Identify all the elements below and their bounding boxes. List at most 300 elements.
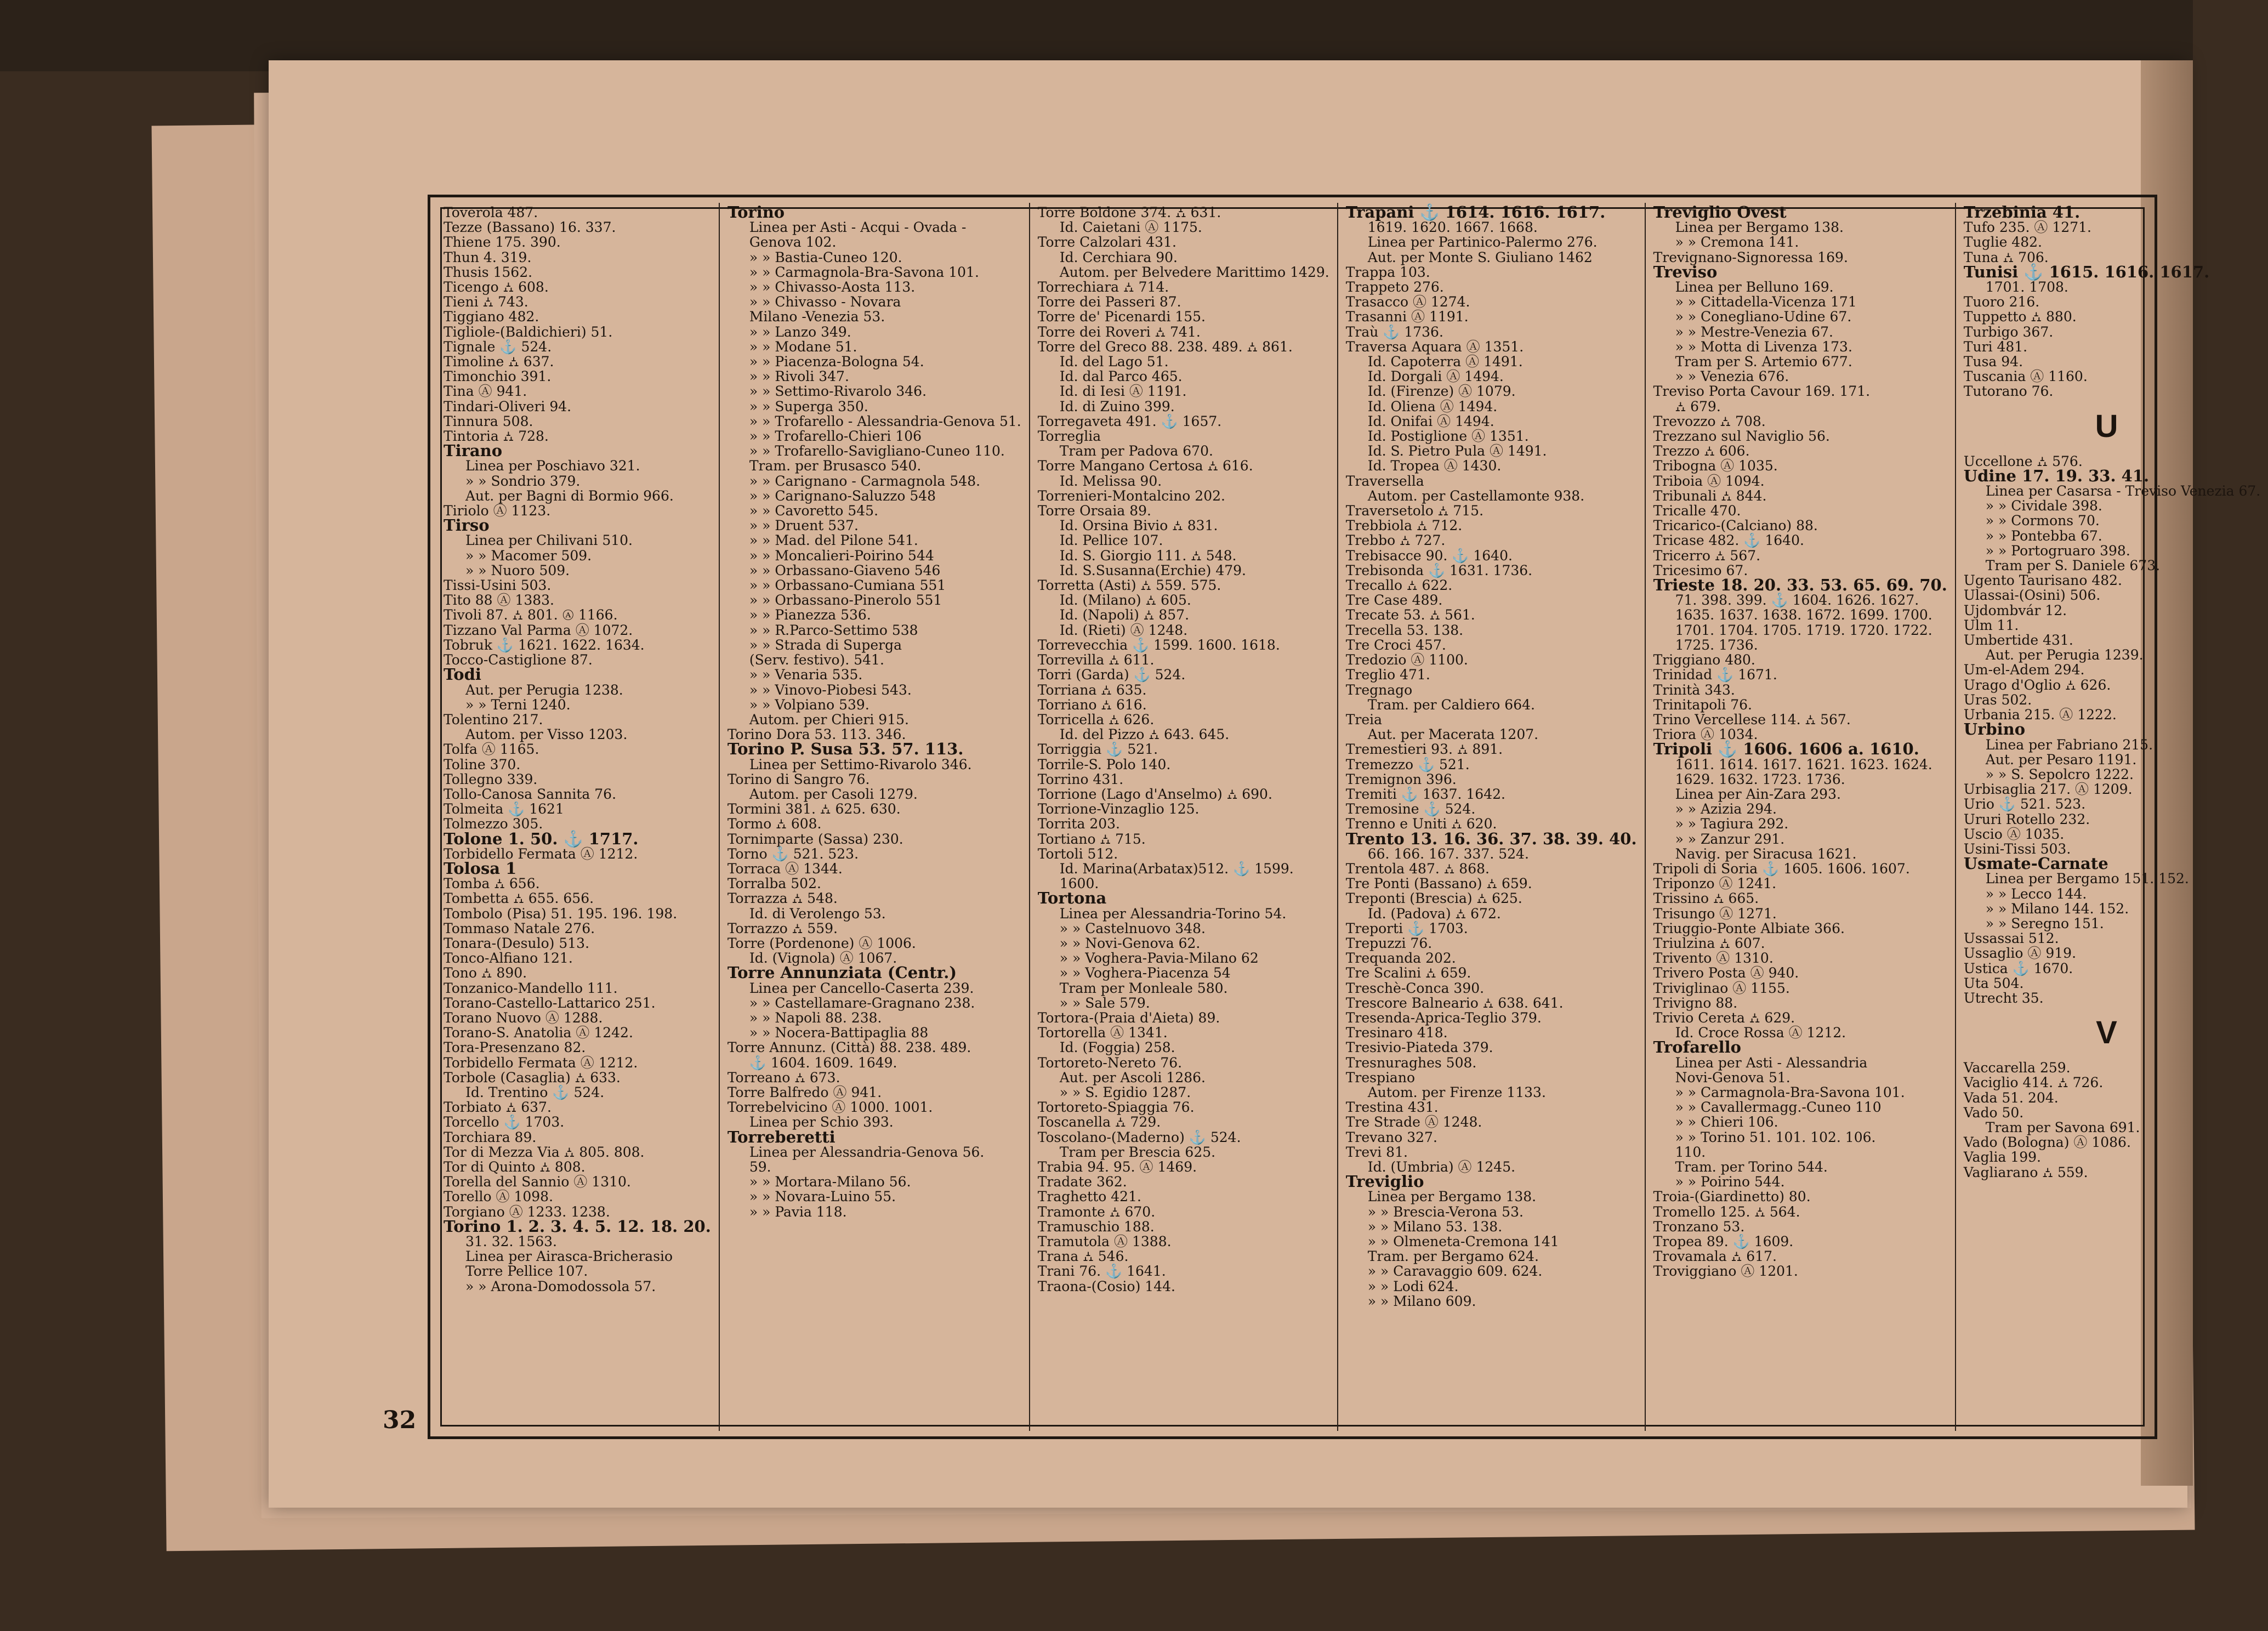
index-subentry: » » Orbassano-Cumiana 551 bbox=[749, 577, 946, 594]
index-entry: Timonchio 391. bbox=[444, 368, 552, 385]
index-subentry: Genova 102. bbox=[749, 234, 837, 251]
index-subentry: » » Azizia 294. bbox=[1675, 801, 1777, 817]
index-entry: Ticengo ⛼ 608. bbox=[444, 279, 549, 295]
index-heading: Trapani ⚓ 1614. 1616. 1617. bbox=[1345, 203, 1606, 221]
index-entry: Treschè-Conca 390. bbox=[1345, 980, 1485, 996]
index-entry: Tono ⛼ 890. bbox=[444, 965, 527, 981]
index-subentry: Linea per Cancello-Caserta 239. bbox=[749, 980, 974, 996]
index-subentry: Linea per Alessandria-Genova 56. bbox=[749, 1144, 985, 1160]
index-subentry: » » Cavoretto 545. bbox=[749, 503, 879, 519]
index-entry: Tricarico-(Calciano) 88. bbox=[1653, 518, 1818, 534]
index-entry: Tinnura 508. bbox=[444, 413, 533, 429]
index-entry: Torre (Pordenone) Ⓐ 1006. bbox=[727, 935, 916, 951]
index-subentry: Linea per Asti - Acqui - Ovada - bbox=[749, 219, 967, 236]
index-subentry: » » Superga 350. bbox=[749, 398, 868, 414]
index-entry: Trebbo ⛼ 727. bbox=[1345, 532, 1446, 549]
index-subentry: Tram per S. Artemio 677. bbox=[1675, 354, 1852, 370]
index-subentry: Id. Melissa 90. bbox=[1059, 473, 1162, 489]
index-entry: Tortoli 512. bbox=[1037, 845, 1118, 862]
index-subentry: » » Pianezza 536. bbox=[749, 607, 871, 623]
index-entry: Trinità 343. bbox=[1653, 681, 1735, 698]
index-subentry: Id. S. Pietro Pula Ⓐ 1491. bbox=[1367, 443, 1547, 459]
index-subentry: » » Cremona 141. bbox=[1675, 234, 1799, 251]
index-subentry: Linea per Settimo-Rivarolo 346. bbox=[749, 756, 972, 772]
index-subentry: Id. dal Parco 465. bbox=[1059, 368, 1183, 385]
index-subentry: Id. (Umbria) Ⓐ 1245. bbox=[1367, 1159, 1516, 1175]
index-heading: Torre Annunziata (Centr.) bbox=[727, 963, 957, 982]
index-subentry: 1600. bbox=[1059, 876, 1099, 892]
index-entry: Tortora-(Praia d'Aieta) 89. bbox=[1037, 1009, 1220, 1026]
index-entry: Torano-Castello-Lattarico 251. bbox=[444, 994, 656, 1011]
index-subentry: » » Piacenza-Bologna 54. bbox=[749, 354, 924, 370]
index-entry: Tollegno 339. bbox=[444, 771, 538, 787]
index-subentry: 1629. 1632. 1723. 1736. bbox=[1675, 771, 1845, 787]
index-entry: Tindari-Oliveri 94. bbox=[444, 398, 572, 414]
index-entry: Tortorella Ⓐ 1341. bbox=[1037, 1025, 1168, 1041]
index-entry: Tre Case 489. bbox=[1345, 592, 1443, 609]
index-heading: Torino bbox=[727, 203, 785, 221]
index-entry: Trescore Balneario ⛼ 638. 641. bbox=[1345, 994, 1564, 1011]
index-subentry: Id. Cerchiara 90. bbox=[1059, 249, 1178, 265]
index-frame bbox=[428, 195, 2261, 1439]
index-subentry: Tram per Savona 691. bbox=[1985, 1119, 2140, 1135]
index-entry: Tresivio-Piateda 379. bbox=[1345, 1039, 1493, 1056]
index-entry: Tre Croci 457. bbox=[1345, 637, 1446, 653]
index-subentry: » » Novi-Genova 62. bbox=[1059, 935, 1201, 951]
index-subentry: Id. (Padova) ⛼ 672. bbox=[1367, 905, 1501, 922]
index-entry: Tresinaro 418. bbox=[1345, 1025, 1448, 1041]
index-entry: Torre Mangano Certosa ⛼ 616. bbox=[1037, 458, 1253, 474]
index-entry: Torrita 203. bbox=[1037, 816, 1120, 832]
index-entry: Trezzo ⛼ 606. bbox=[1653, 443, 1750, 459]
index-subentry: » » Chivasso-Aosta 113. bbox=[749, 279, 916, 295]
index-subentry: » » Macomer 509. bbox=[465, 547, 592, 564]
index-subentry: Id. del Pizzo ⛼ 643. 645. bbox=[1059, 726, 1230, 743]
index-subentry: » » Venaria 535. bbox=[749, 667, 863, 683]
index-entry: Trivento Ⓐ 1310. bbox=[1653, 950, 1774, 967]
index-subentry: » » Voghera-Pavia-Milano 62 bbox=[1059, 950, 1259, 967]
index-entry: Ujdombvár 12. bbox=[1963, 602, 2067, 618]
index-subentry: » » Mestre-Venezia 67. bbox=[1675, 323, 1833, 340]
index-subentry: » » Druent 537. bbox=[749, 518, 859, 534]
index-entry: Ururi Rotello 232. bbox=[1963, 811, 2090, 827]
index-heading: Torino 1. 2. 3. 4. 5. 12. 18. 20. bbox=[444, 1217, 711, 1236]
index-entry: Thun 4. 319. bbox=[444, 249, 532, 265]
index-entry: Ulm 11. bbox=[1963, 617, 2019, 633]
index-entry: Torre de' Picenardi 155. bbox=[1037, 309, 1206, 325]
index-subentry: » » Arona-Domodossola 57. bbox=[465, 1278, 656, 1294]
index-subentry: » » Cittadella-Vicenza 171 bbox=[1675, 294, 1857, 310]
index-entry: Vado (Bologna) Ⓐ 1086. bbox=[1963, 1134, 2131, 1151]
index-subentry: Aut. per Pesaro 1191. bbox=[1985, 751, 2137, 768]
index-entry: Torricella ⛼ 626. bbox=[1037, 711, 1155, 728]
index-entry: Tresenda-Aprica-Teglio 379. bbox=[1345, 1009, 1542, 1026]
index-entry: Uscio Ⓐ 1035. bbox=[1963, 826, 2065, 842]
index-entry: Torella del Sannio Ⓐ 1310. bbox=[444, 1174, 631, 1190]
index-entry: Trani 76. ⚓ 1641. bbox=[1037, 1263, 1166, 1280]
index-entry: Tolmezzo 305. bbox=[444, 816, 543, 832]
index-entry: Tuppetto ⛼ 880. bbox=[1963, 309, 2077, 325]
index-heading: Torino P. Susa 53. 57. 113. bbox=[727, 740, 964, 759]
index-entry: Tremignon 396. bbox=[1345, 771, 1457, 787]
index-entry: Torre del Greco 88. 238. 489. ⛼ 861. bbox=[1037, 338, 1293, 355]
index-subentry: Tram per Monleale 580. bbox=[1059, 980, 1228, 996]
index-entry: Toscanella ⛼ 729. bbox=[1037, 1114, 1161, 1130]
index-entry: Trevi 81. bbox=[1345, 1144, 1408, 1160]
index-heading: Tirano bbox=[444, 441, 503, 461]
index-entry: Trebisacce 90. ⚓ 1640. bbox=[1345, 547, 1513, 564]
index-subentry: » » Venezia 676. bbox=[1675, 368, 1789, 385]
index-entry: Tignale ⚓ 524. bbox=[444, 338, 552, 355]
index-entry: Tresnuraghes 508. bbox=[1345, 1054, 1477, 1071]
index-entry: Tigliole-(Baldichieri) 51. bbox=[444, 323, 613, 340]
index-entry: Tortiano ⛼ 715. bbox=[1037, 831, 1146, 847]
index-subentry: 110. bbox=[1675, 1144, 1706, 1160]
index-entry: Trentola 487. ⛼ 868. bbox=[1345, 860, 1490, 877]
index-subentry: ⛼ 679. bbox=[1675, 398, 1721, 414]
index-subentry: » » S. Egidio 1287. bbox=[1059, 1084, 1191, 1100]
index-subentry: 1611. 1614. 1617. 1621. 1623. 1624. bbox=[1675, 756, 1932, 772]
index-subentry: » » Tagiura 292. bbox=[1675, 816, 1789, 832]
index-entry: Trequanda 202. bbox=[1345, 950, 1456, 967]
index-entry: Tre Strade Ⓐ 1248. bbox=[1345, 1114, 1482, 1130]
index-entry: Tiriolo Ⓐ 1123. bbox=[444, 503, 551, 519]
index-subentry: » » Cavallermagg.-Cuneo 110 bbox=[1675, 1099, 1882, 1116]
index-entry: Torretta (Asti) ⛼ 559. 575. bbox=[1037, 577, 1221, 594]
index-subentry: » » Rivoli 347. bbox=[749, 368, 849, 385]
index-entry: Torriana ⛼ 635. bbox=[1037, 681, 1147, 698]
index-entry: Ustica ⚓ 1670. bbox=[1963, 960, 2073, 976]
index-entry: Tizzano Val Parma Ⓐ 1072. bbox=[444, 622, 633, 638]
index-entry: Tutorano 76. bbox=[1963, 383, 2054, 400]
index-entry: Torcello ⚓ 1703. bbox=[444, 1114, 565, 1130]
index-entry: Vagliarano ⛼ 559. bbox=[1963, 1164, 2088, 1180]
index-subentry: 66. 166. 167. 337. 524. bbox=[1367, 845, 1529, 862]
index-subentry: » » Napoli 88. 238. bbox=[749, 1009, 882, 1026]
index-entry: Vaciglio 414. ⛼ 726. bbox=[1963, 1075, 2104, 1091]
index-entry: Trasanni Ⓐ 1191. bbox=[1345, 309, 1469, 325]
index-heading: Treviso bbox=[1653, 262, 1718, 281]
index-subentry: » » R.Parco-Settimo 538 bbox=[749, 622, 918, 638]
index-subentry: » » Voghera-Piacenza 54 bbox=[1059, 965, 1231, 981]
index-subentry: Linea per Asti - Alessandria bbox=[1675, 1054, 1868, 1071]
index-entry: Trinitapoli 76. bbox=[1653, 696, 1752, 713]
index-entry: Tricase 482. ⚓ 1640. bbox=[1653, 532, 1804, 549]
index-subentry: Linea per Fabriano 215. bbox=[1985, 736, 2153, 753]
index-entry: Torino Dora 53. 113. 346. bbox=[727, 726, 906, 743]
index-entry: Tombetta ⛼ 655. 656. bbox=[444, 890, 594, 907]
index-entry: Usini-Tissi 503. bbox=[1963, 840, 2071, 857]
index-entry: Torri (Garda) ⚓ 524. bbox=[1037, 667, 1186, 683]
index-subentry: » » Milano 609. bbox=[1367, 1293, 1476, 1309]
index-entry: Urbania 215. Ⓐ 1222. bbox=[1963, 707, 2117, 723]
index-subentry: Linea per Belluno 169. bbox=[1675, 279, 1834, 295]
index-entry: Torrione (Lago d'Anselmo) ⛼ 690. bbox=[1037, 786, 1272, 802]
index-entry: Trenno e Uniti ⛼ 620. bbox=[1345, 816, 1497, 832]
index-entry: Triponzo Ⓐ 1241. bbox=[1653, 876, 1777, 892]
index-entry: Torre dei Passeri 87. bbox=[1037, 294, 1181, 310]
index-column-3 bbox=[1030, 203, 1338, 1431]
index-subentry: 1725. 1736. bbox=[1675, 637, 1758, 653]
index-entry: Trepuzzi 76. bbox=[1345, 935, 1433, 951]
index-subentry: Aut. per Perugia 1238. bbox=[465, 681, 623, 698]
index-subentry: Linea per Alessandria-Torino 54. bbox=[1059, 905, 1287, 922]
index-subentry: » » Lecco 144. bbox=[1985, 885, 2087, 902]
index-subentry: Id. S.Susanna(Erchie) 479. bbox=[1059, 562, 1246, 578]
index-subentry: Milano -Venezia 53. bbox=[749, 309, 885, 325]
index-subentry: » » Moncalieri-Poirino 544 bbox=[749, 547, 934, 564]
index-entry: Utrecht 35. bbox=[1963, 990, 2044, 1006]
index-subentry: » » Trofarello - Alessandria-Genova 51. bbox=[749, 413, 1021, 429]
index-entry: Urago d'Oglio ⛼ 626. bbox=[1963, 677, 2111, 693]
index-subentry: Id. (Firenze) Ⓐ 1079. bbox=[1367, 383, 1516, 400]
index-subentry: » » Trofarello-Savigliano-Cuneo 110. bbox=[749, 443, 1005, 459]
index-subentry: » » Vinovo-Piobesi 543. bbox=[749, 681, 912, 698]
index-entry: Tombolo (Pisa) 51. 195. 196. 198. bbox=[444, 905, 678, 922]
index-heading: Usmate-Carnate bbox=[1963, 854, 2108, 873]
index-subentry: » » Carmagnola-Bra-Savona 101. bbox=[749, 264, 979, 280]
index-subentry: Tram per S. Daniele 673. bbox=[1985, 558, 2161, 574]
index-entry: Torgiano Ⓐ 1233. 1238. bbox=[444, 1203, 610, 1220]
index-subentry: » » Cormons 70. bbox=[1985, 513, 2100, 529]
index-entry: Traù ⚓ 1736. bbox=[1345, 323, 1443, 340]
index-subentry: Id. Capoterra Ⓐ 1491. bbox=[1367, 354, 1523, 370]
index-heading: Treviglio Ovest bbox=[1653, 203, 1787, 221]
index-heading: Tortona bbox=[1037, 889, 1107, 908]
index-heading: Urbino bbox=[1963, 720, 2026, 739]
index-entry: Torello Ⓐ 1098. bbox=[444, 1189, 554, 1205]
index-subentry: » » Torino 51. 101. 102. 106. bbox=[1675, 1129, 1876, 1145]
index-entry: Trivigno 88. bbox=[1653, 994, 1738, 1011]
index-subentry: Linea per Ain-Zara 293. bbox=[1675, 786, 1841, 802]
index-entry: Torre dei Roveri ⛼ 741. bbox=[1037, 323, 1201, 340]
index-entry: Tiggiano 482. bbox=[444, 309, 539, 325]
index-subentry: Id. (Milano) ⛼ 605. bbox=[1059, 592, 1191, 609]
index-entry: Trovamala ⛼ 617. bbox=[1653, 1248, 1777, 1265]
index-subentry: » » Bastia-Cuneo 120. bbox=[749, 249, 902, 265]
index-subentry: Tram. per Bergamo 624. bbox=[1367, 1248, 1539, 1265]
index-entry: Torrevilla ⛼ 611. bbox=[1037, 652, 1155, 668]
index-subentry: Id. (Napoli) ⛼ 857. bbox=[1059, 607, 1190, 623]
index-subentry: » » Novara-Luino 55. bbox=[749, 1189, 896, 1205]
index-heading: Trzebinia 41. bbox=[1963, 203, 2081, 221]
index-subentry: Tram per Brescia 625. bbox=[1059, 1144, 1216, 1160]
index-subentry: Id. Pellice 107. bbox=[1059, 532, 1163, 549]
index-entry: Troviggiano Ⓐ 1201. bbox=[1653, 1263, 1798, 1280]
index-entry: Tramuschio 188. bbox=[1037, 1218, 1155, 1235]
index-entry: Tribunali ⛼ 844. bbox=[1653, 487, 1767, 504]
index-subentry: » » Lanzo 349. bbox=[749, 323, 851, 340]
index-entry: Tocco-Castiglione 87. bbox=[444, 652, 593, 668]
index-subentry: » » Seregno 151. bbox=[1985, 915, 2104, 931]
index-subentry: » » Caravaggio 609. 624. bbox=[1367, 1263, 1543, 1280]
index-subentry: Linea per Schio 393. bbox=[749, 1114, 894, 1130]
index-entry: Torrebelvicino Ⓐ 1000. 1001. bbox=[727, 1099, 933, 1116]
index-subentry: » » Castellamare-Gragnano 238. bbox=[749, 994, 975, 1011]
index-subentry: » » Orbassano-Giaveno 546 bbox=[749, 562, 941, 578]
index-subentry: Id. di Zuino 399. bbox=[1059, 398, 1175, 414]
index-subentry: » » Strada di Superga bbox=[749, 637, 902, 653]
index-entry: Tronzano 53. bbox=[1653, 1218, 1745, 1235]
index-entry: Tortoreto-Nereto 76. bbox=[1037, 1054, 1183, 1071]
index-subentry: » » Modane 51. bbox=[749, 338, 857, 355]
index-entry: Torrile-S. Polo 140. bbox=[1037, 756, 1171, 772]
index-entry: Tre Scalini ⛼ 659. bbox=[1345, 965, 1471, 981]
index-subentry: » » Portogruaro 398. bbox=[1985, 542, 2130, 559]
index-entry: Traona-(Cosio) 144. bbox=[1037, 1278, 1175, 1294]
index-column-2 bbox=[720, 203, 1030, 1431]
index-entry: Trasacco Ⓐ 1274. bbox=[1345, 294, 1470, 310]
index-subentry: » » Milano 53. 138. bbox=[1367, 1218, 1503, 1235]
index-entry: Tramutola Ⓐ 1388. bbox=[1037, 1234, 1172, 1250]
index-columns bbox=[436, 203, 2261, 1431]
index-entry: Tromello 125. ⛼ 564. bbox=[1653, 1203, 1800, 1220]
index-subentry: Linea per Chilivani 510. bbox=[465, 532, 633, 549]
index-entry: Torano-S. Anatolia Ⓐ 1242. bbox=[444, 1025, 633, 1041]
index-entry: Trecella 53. 138. bbox=[1345, 622, 1464, 638]
index-subentry: Id. (Vignola) Ⓐ 1067. bbox=[749, 950, 897, 967]
index-subentry: Id. di Verolengo 53. bbox=[749, 905, 886, 922]
index-entry: Urbisaglia 217. Ⓐ 1209. bbox=[1963, 781, 2133, 798]
index-entry: Tremestieri 93. ⛼ 891. bbox=[1345, 741, 1503, 758]
index-heading: Tolosa 1 bbox=[444, 859, 517, 878]
index-entry: Torre Balfredo Ⓐ 941. bbox=[727, 1084, 882, 1100]
index-entry: Tonzanico-Mandello 111. bbox=[444, 980, 618, 996]
index-subentry: » » Mad. del Pilone 541. bbox=[749, 532, 918, 549]
index-entry: Turi 481. bbox=[1963, 338, 2028, 355]
index-subentry: » » Pavia 118. bbox=[749, 1203, 847, 1220]
index-entry: Vaglia 199. bbox=[1963, 1149, 2041, 1166]
index-entry: Tora-Presenzano 82. bbox=[444, 1039, 586, 1056]
index-entry: Tormo ⛼ 608. bbox=[727, 816, 822, 832]
index-heading: Trofarello bbox=[1653, 1038, 1742, 1057]
index-subentry: Linea per Partinico-Palermo 276. bbox=[1367, 234, 1598, 251]
index-entry: Uta 504. bbox=[1963, 975, 2024, 991]
index-subentry: Aut. per Ascoli 1286. bbox=[1059, 1069, 1206, 1086]
index-entry: Tomba ⛼ 656. bbox=[444, 876, 540, 892]
index-entry: Ugento Taurisano 482. bbox=[1963, 572, 2122, 589]
index-entry: Vada 51. 204. bbox=[1963, 1089, 2059, 1106]
index-entry: Tormini 381. ⛼ 625. 630. bbox=[727, 801, 901, 817]
index-entry: Ussaglio Ⓐ 919. bbox=[1963, 945, 2077, 962]
index-subentry: Autom. per Firenze 1133. bbox=[1367, 1084, 1546, 1100]
index-subentry: » » S. Sepolcro 1222. bbox=[1985, 766, 2134, 782]
index-entry: Tre Ponti (Bassano) ⛼ 659. bbox=[1345, 876, 1532, 892]
index-entry: Torchiara 89. bbox=[444, 1129, 537, 1145]
index-entry: Torbidello Fermata Ⓐ 1212. bbox=[444, 1054, 638, 1071]
index-subentry: 59. bbox=[749, 1159, 771, 1175]
index-entry: Torino di Sangro 76. bbox=[727, 771, 870, 787]
index-entry: Trino Vercellese 114. ⛼ 567. bbox=[1653, 711, 1851, 728]
index-subentry: Tram. per Brusasco 540. bbox=[749, 458, 922, 474]
index-subentry: Tram per Padova 670. bbox=[1059, 443, 1213, 459]
index-entry: Trivero Posta Ⓐ 940. bbox=[1653, 965, 1799, 981]
index-subentry: Id. Oliena Ⓐ 1494. bbox=[1367, 398, 1498, 414]
index-subentry: Id. S. Giorgio 111. ⛼ 548. bbox=[1059, 547, 1237, 564]
index-entry: Tissi-Usini 503. bbox=[444, 577, 552, 594]
index-subentry: Autom. per Casoli 1279. bbox=[749, 786, 918, 802]
index-entry: Tintoria ⛼ 728. bbox=[444, 428, 549, 445]
index-subentry: 1701. 1708. bbox=[1985, 279, 2068, 295]
index-entry: Tremosine ⚓ 524. bbox=[1345, 801, 1476, 817]
index-subentry: Linea per Airasca-Bricherasio bbox=[465, 1248, 673, 1265]
index-entry: Tuoro 216. bbox=[1963, 294, 2040, 310]
index-heading: Tunisi ⚓ 1615. 1616. 1617. bbox=[1963, 262, 2210, 281]
index-entry: Torrione-Vinzaglio 125. bbox=[1037, 801, 1200, 817]
index-entry: Uccellone ⛼ 576. bbox=[1963, 453, 2083, 469]
index-entry: Trinidad ⚓ 1671. bbox=[1653, 667, 1777, 683]
index-entry: Tolentino 217. bbox=[444, 711, 543, 728]
index-subentry: 71. 398. 399. ⚓ 1604. 1626. 1627. bbox=[1675, 592, 1919, 609]
index-entry: Tregnago bbox=[1345, 681, 1413, 698]
index-entry: Tobruk ⚓ 1621. 1622. 1634. bbox=[444, 637, 645, 653]
index-subentry: » » Milano 144. 152. bbox=[1985, 900, 2129, 917]
index-entry: Tricesimo 67. bbox=[1653, 562, 1748, 578]
page-number: 32 bbox=[383, 1406, 417, 1434]
index-entry: Urio ⚓ 521. 523. bbox=[1963, 796, 2086, 812]
index-entry: Torno ⚓ 521. 523. bbox=[727, 845, 859, 862]
index-column-6 bbox=[1956, 203, 2268, 1431]
index-subentry: Id. del Lago 51. bbox=[1059, 354, 1169, 370]
index-subentry: Linea per Poschiavo 321. bbox=[465, 458, 640, 474]
index-entry: Torrevecchia ⚓ 1599. 1600. 1618. bbox=[1037, 637, 1280, 653]
index-entry: Tollo-Canosa Sannita 76. bbox=[444, 786, 617, 802]
index-entry: Torreano ⛼ 673. bbox=[727, 1069, 840, 1086]
index-subentry: Id. Marina(Arbatax)512. ⚓ 1599. bbox=[1059, 860, 1294, 877]
index-entry: Trecallo ⛼ 622. bbox=[1345, 577, 1453, 594]
index-entry: Triboia Ⓐ 1094. bbox=[1653, 473, 1765, 489]
index-entry: Traversella bbox=[1345, 473, 1424, 489]
index-entry: Thiene 175. 390. bbox=[444, 234, 561, 251]
index-entry: Tina Ⓐ 941. bbox=[444, 383, 527, 400]
index-entry: Torre Orsaia 89. bbox=[1037, 503, 1151, 519]
index-entry: Turbigo 367. bbox=[1963, 323, 2054, 340]
index-subentry: Torre Pellice 107. bbox=[465, 1263, 588, 1280]
index-heading: Torreberetti bbox=[727, 1127, 835, 1146]
index-entry: Tornimparte (Sassa) 230. bbox=[727, 831, 903, 847]
index-entry: Trebisonda ⚓ 1631. 1736. bbox=[1345, 562, 1533, 578]
index-entry: Tremiti ⚓ 1637. 1642. bbox=[1345, 786, 1505, 802]
index-entry: Torre Annunz. (Città) 88. 238. 489. bbox=[727, 1039, 971, 1056]
index-heading: Trento 13. 16. 36. 37. 38. 39. 40. bbox=[1345, 829, 1637, 848]
index-subentry: Autom. per Chieri 915. bbox=[749, 711, 909, 728]
index-subentry: Id. (Rieti) Ⓐ 1248. bbox=[1059, 622, 1188, 638]
index-subentry: » » Castelnuovo 348. bbox=[1059, 920, 1206, 936]
index-entry: Treia bbox=[1345, 711, 1383, 728]
index-entry: Tolmeita ⚓ 1621 bbox=[444, 801, 564, 817]
index-entry: Trana ⛼ 546. bbox=[1037, 1248, 1129, 1265]
index-entry: Ulassai-(Osini) 506. bbox=[1963, 587, 2101, 604]
index-entry: Tor di Mezza Via ⛼ 805. 808. bbox=[444, 1144, 645, 1160]
index-entry: Torregaveta 491. ⚓ 1657. bbox=[1037, 413, 1222, 429]
index-subentry: Aut. per Macerata 1207. bbox=[1367, 726, 1539, 743]
index-subentry: Tram. per Caldiero 664. bbox=[1367, 696, 1535, 713]
index-entry: Torre Calzolari 431. bbox=[1037, 234, 1176, 251]
index-entry: Torrazza ⛼ 548. bbox=[727, 890, 838, 907]
index-subentry: Autom. per Visso 1203. bbox=[465, 726, 628, 743]
index-subentry: » » Settimo-Rivarolo 346. bbox=[749, 383, 927, 400]
index-entry: Tremezzo ⚓ 521. bbox=[1345, 756, 1470, 772]
index-entry: Tuglie 482. bbox=[1963, 234, 2042, 251]
index-subentry: ⚓ 1604. 1609. 1649. bbox=[749, 1054, 897, 1071]
index-entry: Torrenieri-Montalcino 202. bbox=[1037, 487, 1225, 504]
index-subentry: Id. Trentino ⚓ 524. bbox=[465, 1084, 605, 1100]
index-entry: Triviglinao Ⓐ 1155. bbox=[1653, 980, 1790, 996]
index-subentry: » » Brescia-Verona 53. bbox=[1367, 1203, 1524, 1220]
index-entry: Trisungo Ⓐ 1271. bbox=[1653, 905, 1777, 922]
index-subentry: » » Zanzur 291. bbox=[1675, 831, 1785, 847]
index-entry: Tonco-Alfiano 121. bbox=[444, 950, 573, 967]
